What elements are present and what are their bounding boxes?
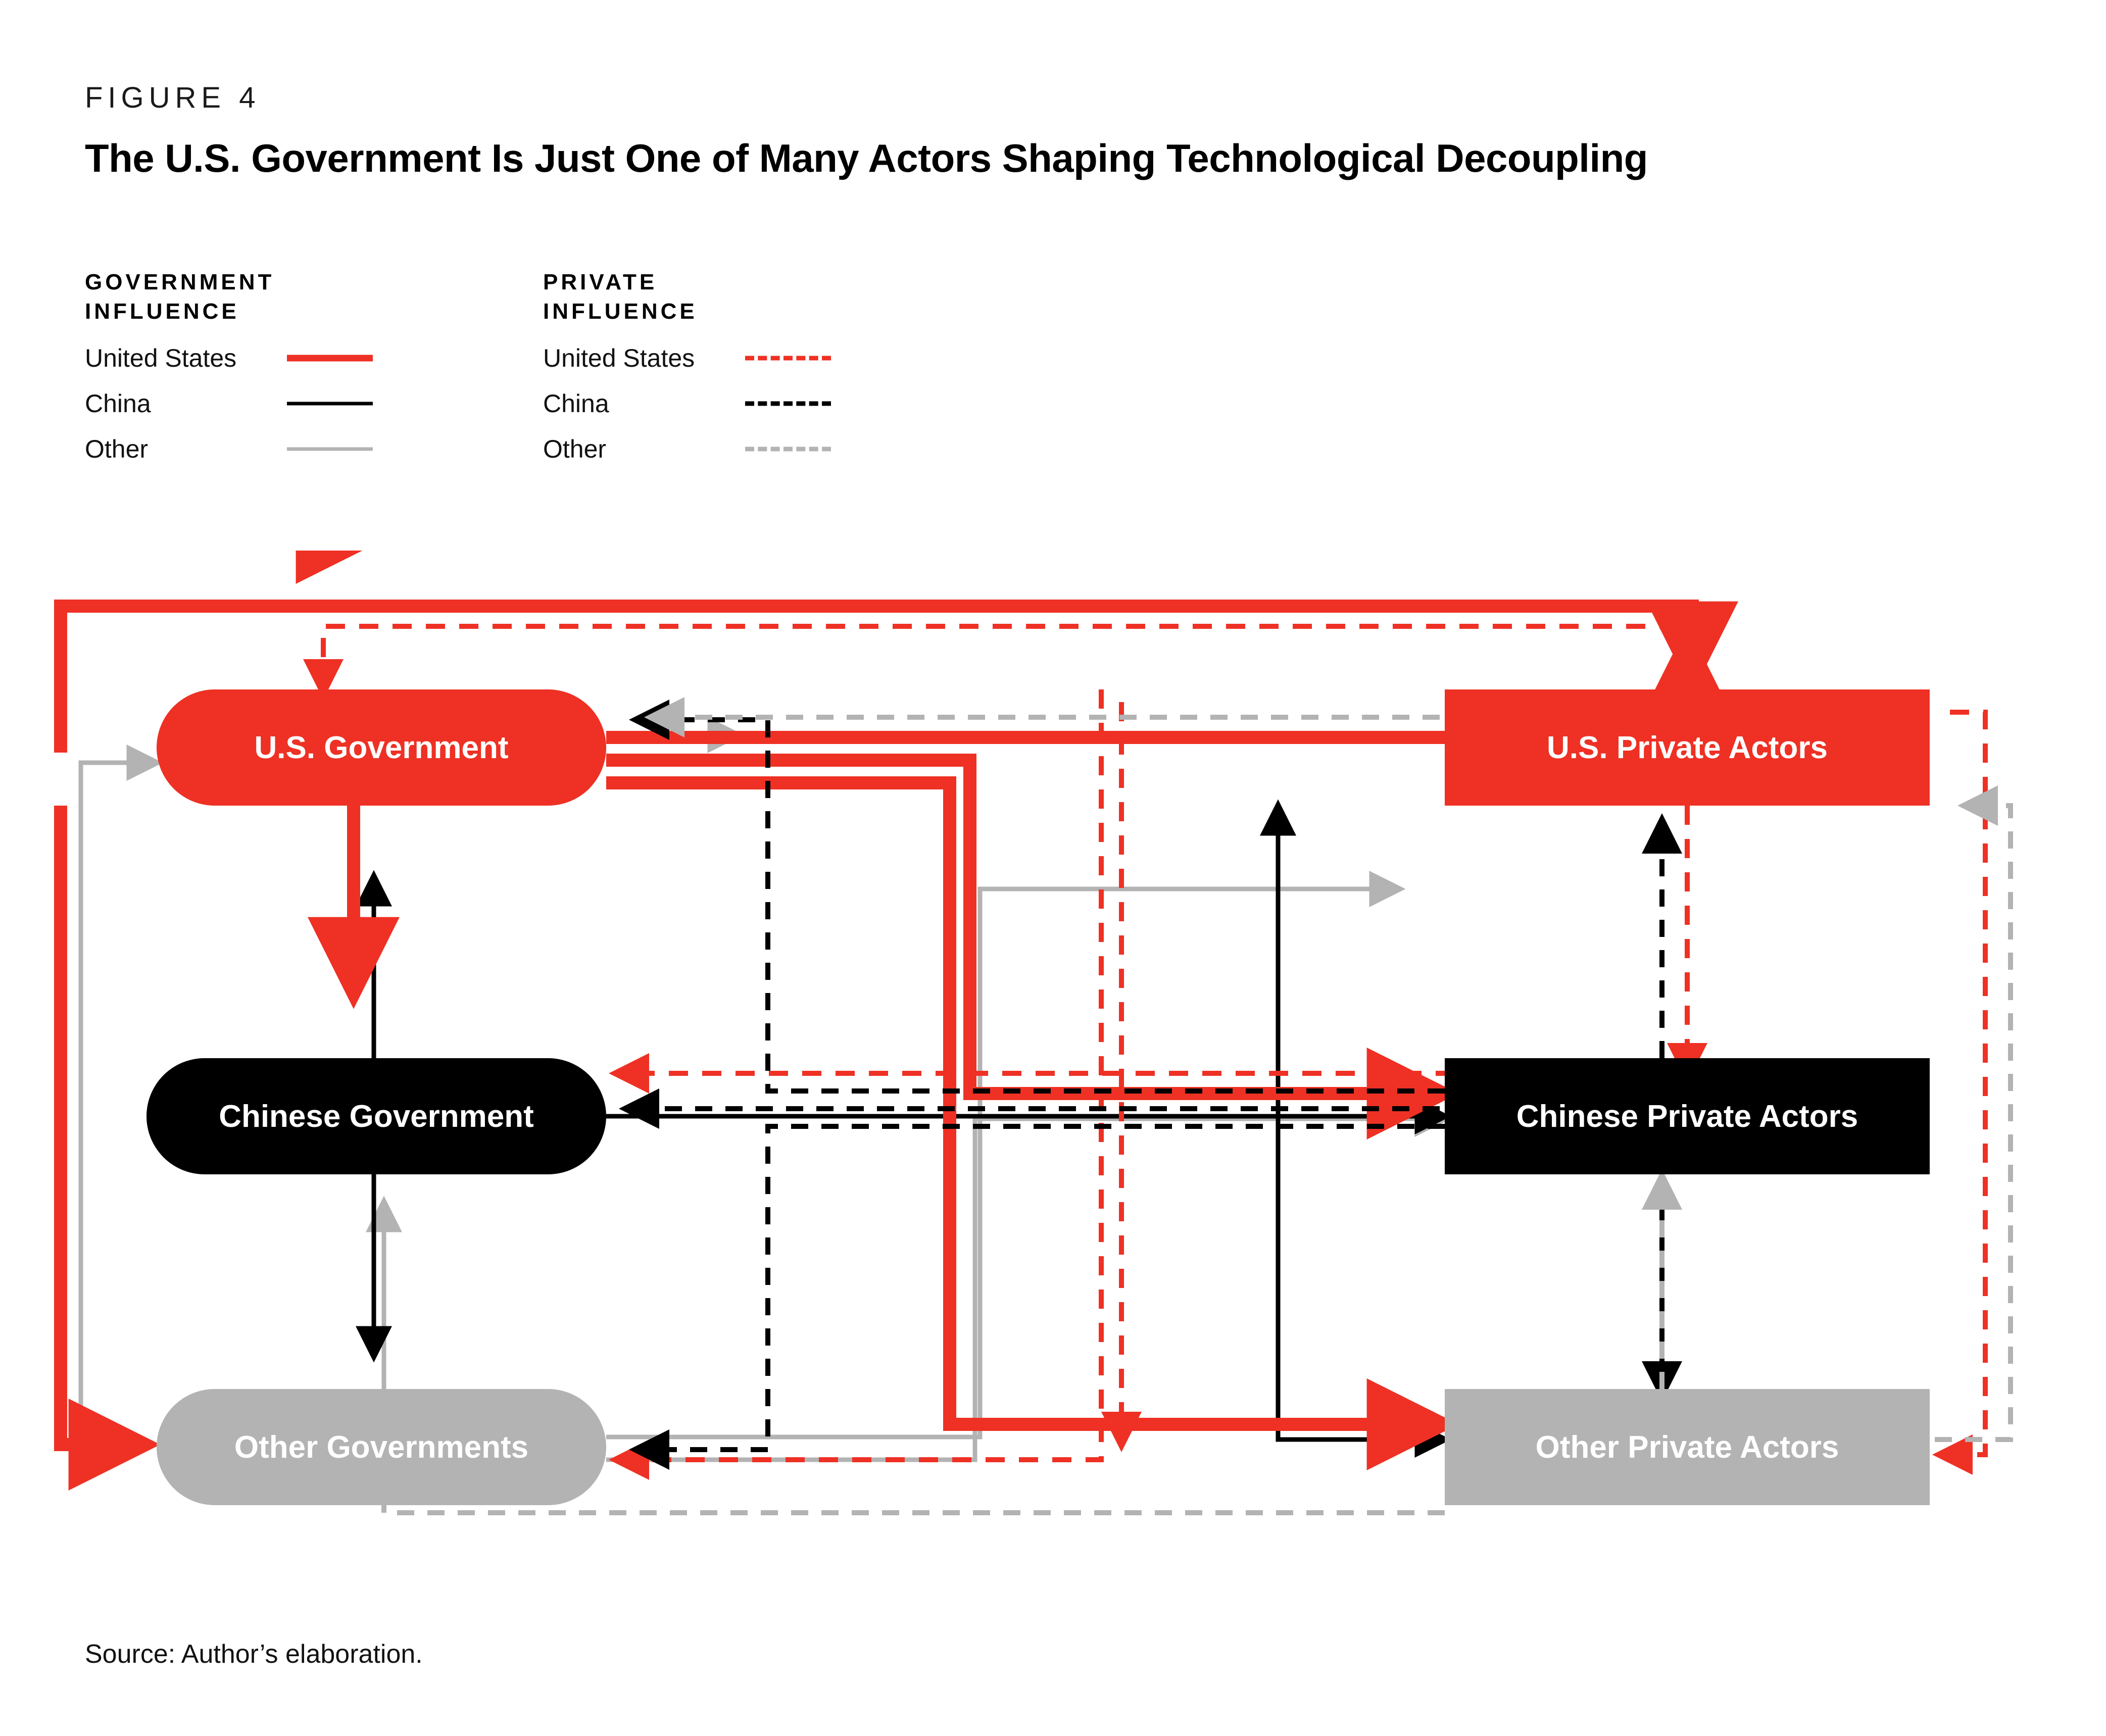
legend-label: United States [543, 344, 695, 373]
legend-swatch-solid-gray [287, 441, 373, 457]
legend-private-heading [543, 268, 831, 326]
node-other-private-actors[interactable] [1445, 1389, 1930, 1505]
page-title: The U.S. Government Is Just One of Many Actors Shaping Technological Decoupling [85, 136, 1648, 180]
node-chinese-private-actors[interactable] [1445, 1058, 1930, 1174]
legend-item-private-united-states [543, 335, 831, 381]
legend-label: United States [85, 344, 237, 373]
legend-label: China [543, 389, 609, 418]
node-label: Other Governments [234, 1429, 529, 1465]
legend-item-government-china [85, 381, 373, 426]
node-label: U.S. Private Actors [1547, 730, 1828, 765]
legend-swatch-solid-black [287, 396, 373, 411]
legend-item-government-united-states [85, 335, 373, 381]
source-note: Source: Author’s elaboration. [85, 1640, 423, 1669]
legend-government-heading [85, 268, 373, 326]
legend-label: China [85, 389, 151, 418]
legend-swatch-dashed-gray [745, 441, 831, 457]
node-label: U.S. Government [254, 730, 509, 765]
legend-item-private-china [543, 381, 831, 426]
legend-swatch-solid-red [287, 351, 373, 366]
legend-item-private-other [543, 426, 831, 472]
node-us-private-actors[interactable] [1445, 689, 1930, 806]
legend-private-influence [543, 268, 831, 472]
legend-government-heading-line2: INFLUENCE [85, 299, 239, 324]
figure-label: FIGURE 4 [85, 81, 261, 114]
legend-swatch-dashed-black [745, 396, 831, 411]
legend-government-heading-line1: GOVERNMENT [85, 270, 275, 294]
node-chinese-government[interactable] [146, 1058, 606, 1174]
node-other-governments[interactable] [157, 1389, 606, 1505]
legend-label: Other [543, 435, 607, 464]
legend-private-heading-line2: INFLUENCE [543, 299, 698, 324]
legend-government-influence [85, 268, 373, 472]
legend-private-heading-line1: PRIVATE [543, 270, 658, 294]
legend-item-government-other [85, 426, 373, 472]
node-label: Other Private Actors [1535, 1429, 1839, 1465]
node-label: Chinese Government [219, 1099, 534, 1134]
legend-label: Other [85, 435, 149, 464]
node-label: Chinese Private Actors [1516, 1099, 1858, 1134]
node-us-government[interactable] [157, 689, 606, 806]
decoupling-flow-diagram [0, 551, 2106, 1601]
legend-swatch-dashed-red [745, 351, 831, 366]
